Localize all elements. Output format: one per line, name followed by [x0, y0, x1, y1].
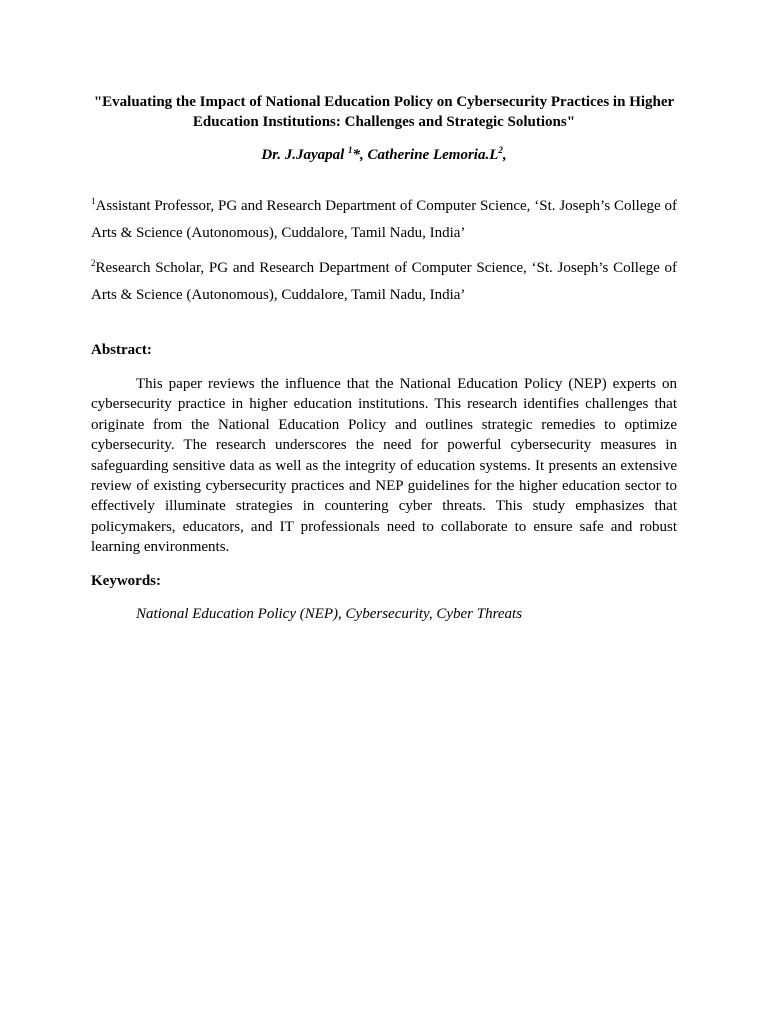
abstract-heading: Abstract: — [91, 342, 152, 358]
affiliation-1 — [91, 193, 677, 247]
keywords-list: National Education Policy (NEP), Cybersecurity, Cyber Threats — [136, 605, 523, 622]
paper-title: "Evaluating the Impact of National Education Policy on Cybersecurity Practices in Higher Education Institutions: Challenges and Strategic Solutions" — [93, 94, 675, 130]
paper-page — [91, 92, 677, 624]
author-1-corresponding-mark: *, — [352, 147, 368, 163]
affiliation-1-mark: 1 — [91, 196, 96, 206]
affiliation-2 — [91, 255, 677, 309]
abstract-body: This paper reviews the influence that the National Education Policy (NEP) experts on cybersecurity practice in higher education institutions. This research identifies challenges that originate from the National Education Policy and outlines strategic remedies to optimize cybersecurity. The research underscores the need for powerful cybersecurity measures in safeguarding sensitive data as well as the integrity of education systems. It presents an extensive review of existing cybersecurity practices and NEP guidelines for the higher education sector to effectively illuminate strategies in countering cyber threats. This study emphasizes that policymakers, educators, and IT professionals need to collaborate to ensure safe and robust learning environments. — [91, 376, 677, 556]
author-1-name: Dr. J.Jayapal — [261, 147, 349, 163]
author-2-affiliation-mark: 2 — [498, 145, 503, 155]
author-line-trailing: , — [502, 147, 507, 163]
affiliation-2-text: Research Scholar, PG and Research Department of Computer Science, ‘St. Joseph’s College of Arts & Science (Autonomous), Cuddalore, Tamil Nadu, India’ — [91, 260, 677, 303]
keywords-heading: Keywords: — [91, 572, 161, 589]
affiliation-2-mark: 2 — [91, 258, 96, 268]
author-1-affiliation-mark: 1 — [348, 145, 353, 155]
affiliation-1-text: Assistant Professor, PG and Research Department of Computer Science, ‘St. Joseph’s College of Arts & Science (Autonomous), Cuddalore, Tamil Nadu, India’ — [91, 198, 677, 241]
author-line — [91, 145, 677, 165]
author-2-name: Catherine Lemoria.L — [367, 147, 499, 163]
